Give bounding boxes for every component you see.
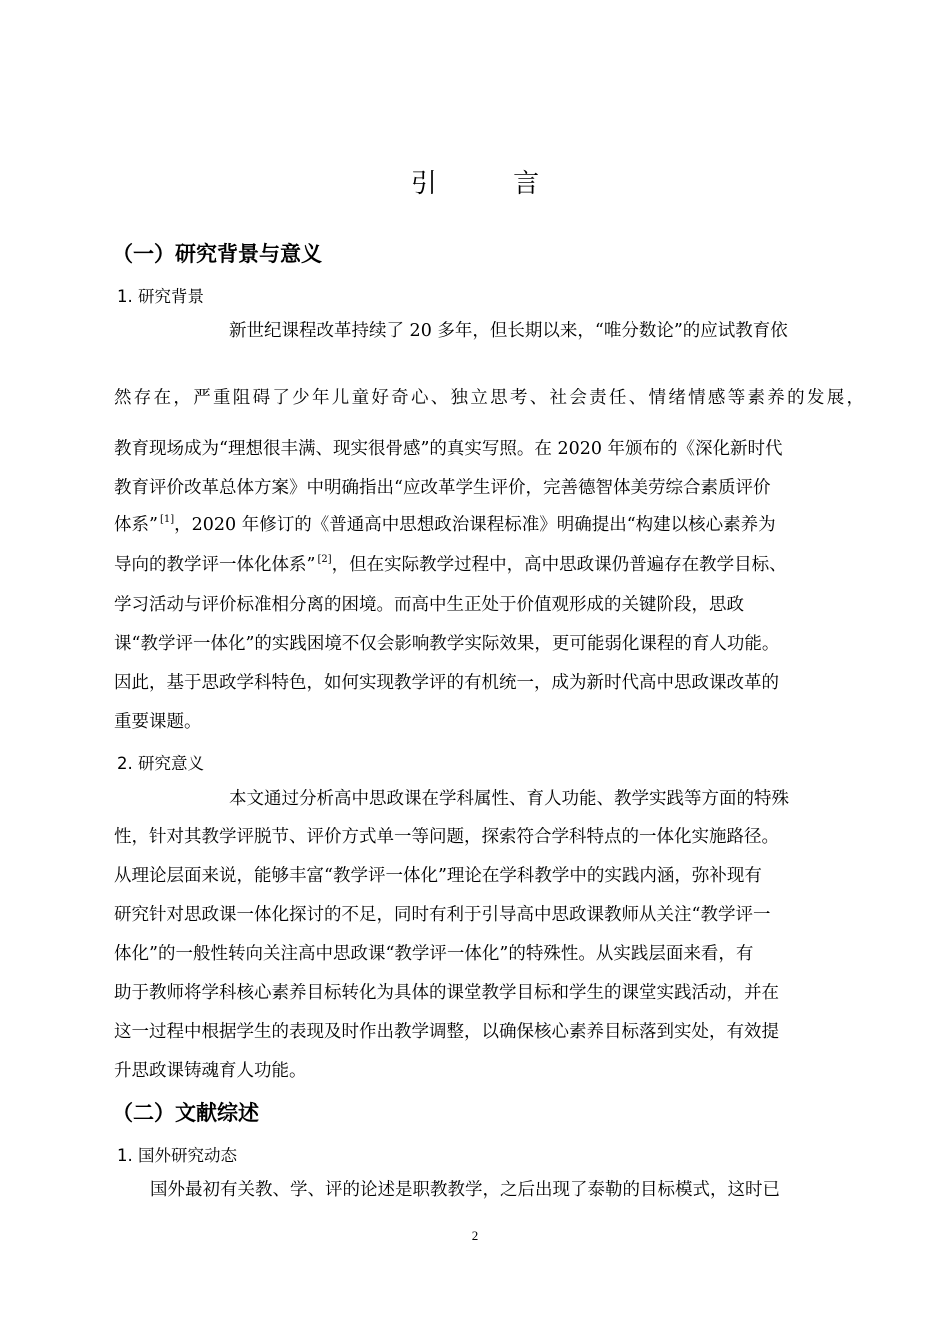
page-title: 引 言 — [410, 169, 574, 199]
text-run: 体系” — [114, 515, 158, 535]
paragraph-line: 新世纪课程改革持续了 20 多年，但长期以来，“唯分数论”的应试教育依 — [229, 321, 788, 341]
paragraph-line: 升思政课铸魂育人功能。 — [114, 1061, 307, 1081]
text-run: ，2020 年修订的《普通高中思想政治课程标准》明确提出“构建以核心素养为 — [174, 515, 776, 535]
text-run: ，但在实际教学过程中，高中思政课仍普遍存在教学目标、 — [331, 555, 787, 575]
paragraph-line: 教育评价改革总体方案》中明确指出“应改革学生评价，完善德智体美劳综合素质评价 — [114, 478, 771, 498]
paragraph-line — [114, 553, 864, 580]
subsection-heading: 1. 国外研究动态 — [117, 1146, 237, 1165]
subsection-heading: 2. 研究意义 — [117, 754, 204, 773]
paragraph-line — [114, 513, 864, 540]
paragraph-line: 研究针对思政课一体化探讨的不足，同时有利于引导高中思政课教师从关注“教学评一 — [114, 905, 771, 925]
paragraph-line: 国外最初有关教、学、评的论述是职教教学，之后出现了泰勒的目标模式，这时已 — [150, 1180, 780, 1200]
paragraph-line: 因此，基于思政学科特色，如何实现教学评的有机统一，成为新时代高中思政课改革的 — [114, 673, 779, 693]
citation-ref: [1] — [159, 514, 175, 525]
paragraph-line: 学习活动与评价标准相分离的困境。而高中生正处于价值观形成的关键阶段，思政 — [114, 595, 744, 615]
citation-ref: [2] — [317, 554, 332, 565]
paragraph-line: 然存在，严重阻碍了少年儿童好奇心、独立思考、社会责任、情绪情感等素养的发展， — [114, 388, 864, 408]
text-run: 导向的教学评一体化体系” — [114, 555, 316, 575]
section-heading: （一）研究背景与意义 — [112, 242, 322, 266]
paragraph-line: 这一过程中根据学生的表现及时作出教学调整，以确保核心素养目标落到实处，有效提 — [114, 1022, 779, 1042]
paragraph-line: 从理论层面来说，能够丰富“教学评一体化”理论在学科教学中的实践内涵，弥补现有 — [114, 866, 762, 886]
paragraph-line: 性，针对其教学评脱节、评价方式单一等问题，探索符合学科特点的一体化实施路径。 — [114, 827, 779, 847]
paragraph-line: 体化”的一般性转向关注高中思政课“教学评一体化”的特殊性。从实践层面来看，有 — [114, 944, 754, 964]
subsection-heading: 1. 研究背景 — [117, 287, 204, 306]
section-heading: （二）文献综述 — [112, 1101, 259, 1125]
paragraph-line: 课“教学评一体化”的实践困境不仅会影响教学实际效果，更可能弱化课程的育人功能。 — [114, 634, 780, 654]
paragraph-line: 助于教师将学科核心素养目标转化为具体的课堂教学目标和学生的课堂实践活动，并在 — [114, 983, 779, 1003]
paragraph-line: 教育现场成为“理想很丰满、现实很骨感”的真实写照。在 2020 年颁布的《深化新时代 — [114, 439, 783, 459]
paragraph-line: 本文通过分析高中思政课在学科属性、育人功能、教学实践等方面的特殊 — [229, 789, 789, 809]
paragraph-line: 重要课题。 — [114, 712, 202, 732]
page-number: 2 — [471, 1228, 479, 1243]
